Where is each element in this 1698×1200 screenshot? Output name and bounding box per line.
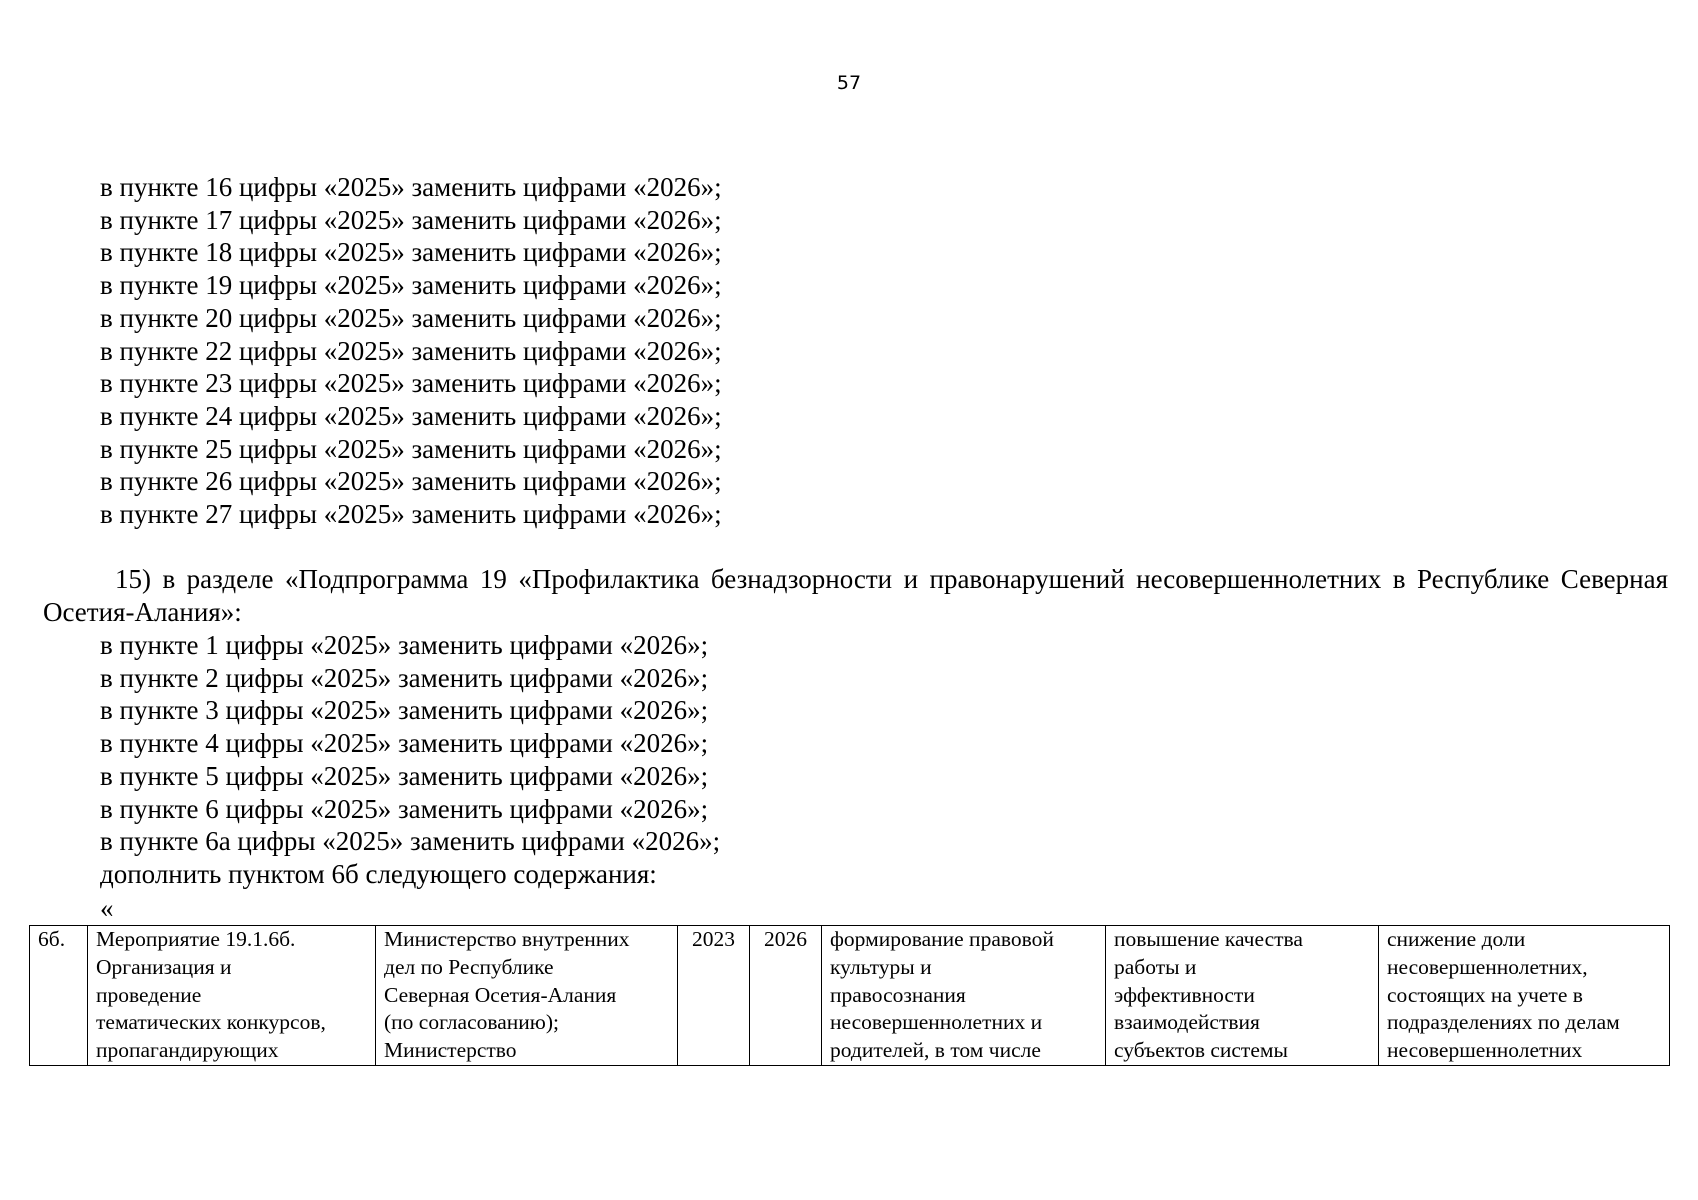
opening-quote-mark: «	[100, 893, 114, 923]
amendment-line: в пункте 1 цифры «2025» заменить цифрами «2026»;	[100, 630, 709, 660]
end-year: 2026	[764, 927, 807, 951]
effect-cell	[1106, 926, 1379, 1066]
result-line: родителей, в том числе	[830, 1038, 1041, 1063]
amendment-line: в пункте 24 цифры «2025» заменить цифрами «2026»;	[100, 400, 722, 431]
amendment-intro-line: дополнить пунктом 6б следующего содержания:	[100, 858, 657, 889]
effect-line: взаимодействия	[1114, 1010, 1260, 1035]
amendment-line: в пункте 6 цифры «2025» заменить цифрами «2026»;	[100, 793, 709, 824]
amendment-line: в пункте 16 цифры «2025» заменить цифрами «2026»;	[100, 172, 722, 202]
page-number: 57	[836, 72, 862, 94]
event-line: пропагандирующих	[96, 1038, 279, 1063]
event-cell	[88, 926, 376, 1066]
row-number: 6б.	[38, 927, 66, 951]
amendment-line: в пункте 20 цифры «2025» заменить цифрами «2026»;	[100, 302, 722, 333]
row-number-cell	[30, 926, 88, 1066]
result-line: формирование правовой	[830, 927, 1054, 951]
amendment-line: в пункте 18 цифры «2025» заменить цифрами «2026»;	[100, 237, 722, 268]
amendment-line: в пункте 26 цифры «2025» заменить цифрами «2026»;	[100, 466, 722, 497]
executor-line: Северная Осетия-Алания	[384, 982, 617, 1007]
result-line: несовершеннолетних и	[830, 1010, 1043, 1035]
effect-line: работы и	[1114, 954, 1197, 979]
amendment-line: в пункте 4 цифры «2025» заменить цифрами «2026»;	[100, 728, 709, 759]
event-line: Мероприятие 19.1.6б.	[96, 927, 296, 951]
result-line: культуры и	[830, 954, 932, 979]
start-year: 2023	[692, 927, 735, 951]
amendment-line: в пункте 19 цифры «2025» заменить цифрами «2026»;	[100, 270, 722, 301]
indicator-line: снижение доли	[1387, 927, 1526, 951]
indicator-line: состоящих на учете в	[1387, 982, 1583, 1007]
event-line: Организация и	[96, 954, 232, 979]
executor-line: Министерство	[384, 1038, 517, 1063]
indicator-line: несовершеннолетних,	[1387, 954, 1588, 979]
measures-table	[29, 925, 1670, 1066]
event-line: тематических конкурсов,	[96, 1010, 326, 1035]
executor-cell	[376, 926, 678, 1066]
result-cell	[822, 926, 1106, 1066]
executor-line: (по согласованию);	[384, 1010, 559, 1035]
end-year-cell	[750, 926, 822, 1066]
amendment-line: в пункте 2 цифры «2025» заменить цифрами «2026»;	[100, 662, 709, 693]
amendment-line: в пункте 27 цифры «2025» заменить цифрами «2026»;	[100, 499, 722, 530]
amendment-line: в пункте 23 цифры «2025» заменить цифрами «2026»;	[100, 368, 722, 399]
effect-line: субъектов системы	[1114, 1038, 1288, 1063]
indicator-cell	[1379, 926, 1670, 1066]
amendment-line: в пункте 17 цифры «2025» заменить цифрами «2026»;	[100, 204, 722, 235]
amendment-line: в пункте 6а цифры «2025» заменить цифрами «2026»;	[100, 826, 721, 857]
indicator-line: несовершеннолетних	[1387, 1038, 1583, 1063]
event-line: проведение	[96, 982, 202, 1007]
amendment-list-subprogram-18	[100, 171, 722, 531]
start-year-cell	[678, 926, 750, 1066]
amendment-line: в пункте 3 цифры «2025» заменить цифрами «2026»;	[100, 695, 709, 726]
amendment-line: в пункте 22 цифры «2025» заменить цифрами «2026»;	[100, 335, 722, 366]
amendment-line: в пункте 25 цифры «2025» заменить цифрами «2026»;	[100, 433, 722, 464]
result-line: правосознания	[830, 982, 966, 1007]
executor-line: Министерство внутренних	[384, 927, 630, 951]
effect-line: повышение качества	[1114, 927, 1303, 951]
indicator-line: подразделениях по делам	[1387, 1010, 1620, 1035]
amendment-line: в пункте 5 цифры «2025» заменить цифрами «2026»;	[100, 760, 709, 791]
amendment-list-subprogram-19	[100, 629, 720, 891]
table-row	[30, 926, 1670, 1066]
section-15-heading: 15) в разделе «Подпрограмма 19 «Профилактика безнадзорности и правонарушений несовершеннолетних в Республике Северная Осетия-Алания»:	[43, 564, 1668, 627]
executor-line: дел по Республике	[384, 954, 554, 979]
effect-line: эффективности	[1114, 982, 1255, 1007]
